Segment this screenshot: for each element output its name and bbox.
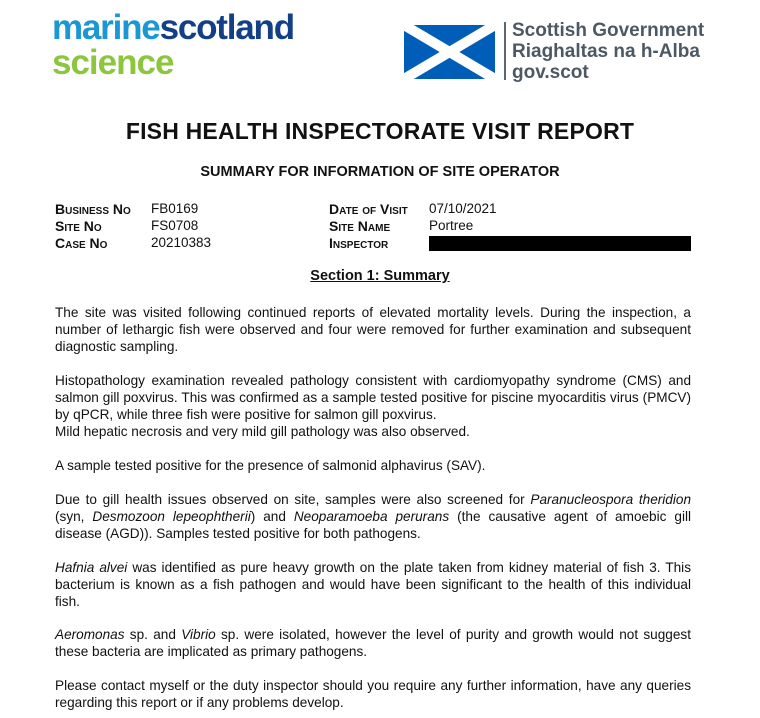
summary-paragraph-4 [55,491,691,542]
inspector-label: Inspector [329,235,389,251]
p6-species-1: Aeromonas [55,627,125,642]
date-of-visit-value: 07/10/2021 [429,201,497,216]
p6-text-2: sp. were isolated, however the level of purity and growth would not suggest these bacteria are implicated as primary pathogens. [55,627,691,659]
mss-logo-marine: marine [52,8,160,47]
sg-logo-line3: gov.scot [512,62,589,83]
summary-paragraph-3: A sample tested positive for the presence of salmonid alphavirus (SAV). [55,458,486,473]
site-no-label: Site No [55,218,102,234]
saltire-flag-icon [404,25,495,79]
p4-species-1: Paranucleospora theridion [530,492,691,507]
business-no-label: Business No [55,201,131,217]
p4-text-2: (syn, [55,509,93,524]
summary-paragraph-2a: Histopathology examination revealed pathology consistent with cardiomyopathy syndrome (CMS) and salmon gill poxvirus. This was confirmed as a sample tested positive for piscine myocarditis virus (PMCV) by qPCR, while three fish were positive for salmon gill poxvirus. [55,373,691,422]
mss-logo-scotland: scotland [159,8,294,47]
p6-text-1: sp. and [124,627,182,642]
site-no-value: FS0708 [151,218,199,233]
p4-species-3: Neoparamoeba perurans [293,509,450,524]
sg-logo-line2: Riaghaltas na h-Alba [512,41,700,62]
summary-paragraph-7: Please contact myself or the duty inspector should you require any further information, have any queries regarding this report or if any problems develop. [55,678,691,710]
p5-species: Hafnia alvei [55,560,128,575]
p4-text-1: Due to gill health issues observed on site, samples were also screened for [55,492,531,507]
summary-paragraph-6 [55,626,691,660]
summary-paragraph-2 [55,372,691,440]
summary-paragraph-5 [55,559,691,610]
logo-divider [504,22,506,80]
p4-text-4: (the causative agent of amoebic gill disease (AGD)). Samples tested positive for both pathogens. [55,509,691,541]
p4-text-3: ) and [250,509,294,524]
summary-paragraph-2b: Mild hepatic necrosis and very mild gill pathology was also observed. [55,424,470,439]
section-heading-text: Section 1: Summary [310,268,450,284]
mss-logo-line1 [52,10,294,45]
report-title: FISH HEALTH INSPECTORATE VISIT REPORT [125,118,635,144]
date-of-visit-label: Date of Visit [329,201,408,217]
case-no-value: 20210383 [151,235,212,250]
case-no-label: Case No [55,235,108,251]
p6-species-2: Vibrio [181,627,216,642]
section-heading [0,268,760,284]
site-name-value: Portree [429,218,474,233]
mss-logo-science: science [52,43,174,82]
p4-species-2: Desmozoon lepeophtherii [92,509,251,524]
business-no-value: FB0169 [151,201,199,216]
sg-logo-line1: Scottish Government [512,20,705,41]
summary-paragraph-1: The site was visited following continued reports of elevated mortality levels. During the inspection, a number of lethargic fish were observed and four were removed for further examination and subsequent diagnostic sampling. [55,305,691,354]
p5-text: was identified as pure heavy growth on the plate taken from kidney material of fish 3. This bacterium is known as a fish pathogen and would have been significant to the health of this individual fish. [55,560,692,609]
marine-scotland-science-logo [52,10,294,80]
inspector-redacted [429,236,691,251]
sg-logo-text [512,20,704,83]
site-name-label: Site Name [329,218,391,234]
report-subtitle: SUMMARY FOR INFORMATION OF SITE OPERATOR [200,164,560,180]
